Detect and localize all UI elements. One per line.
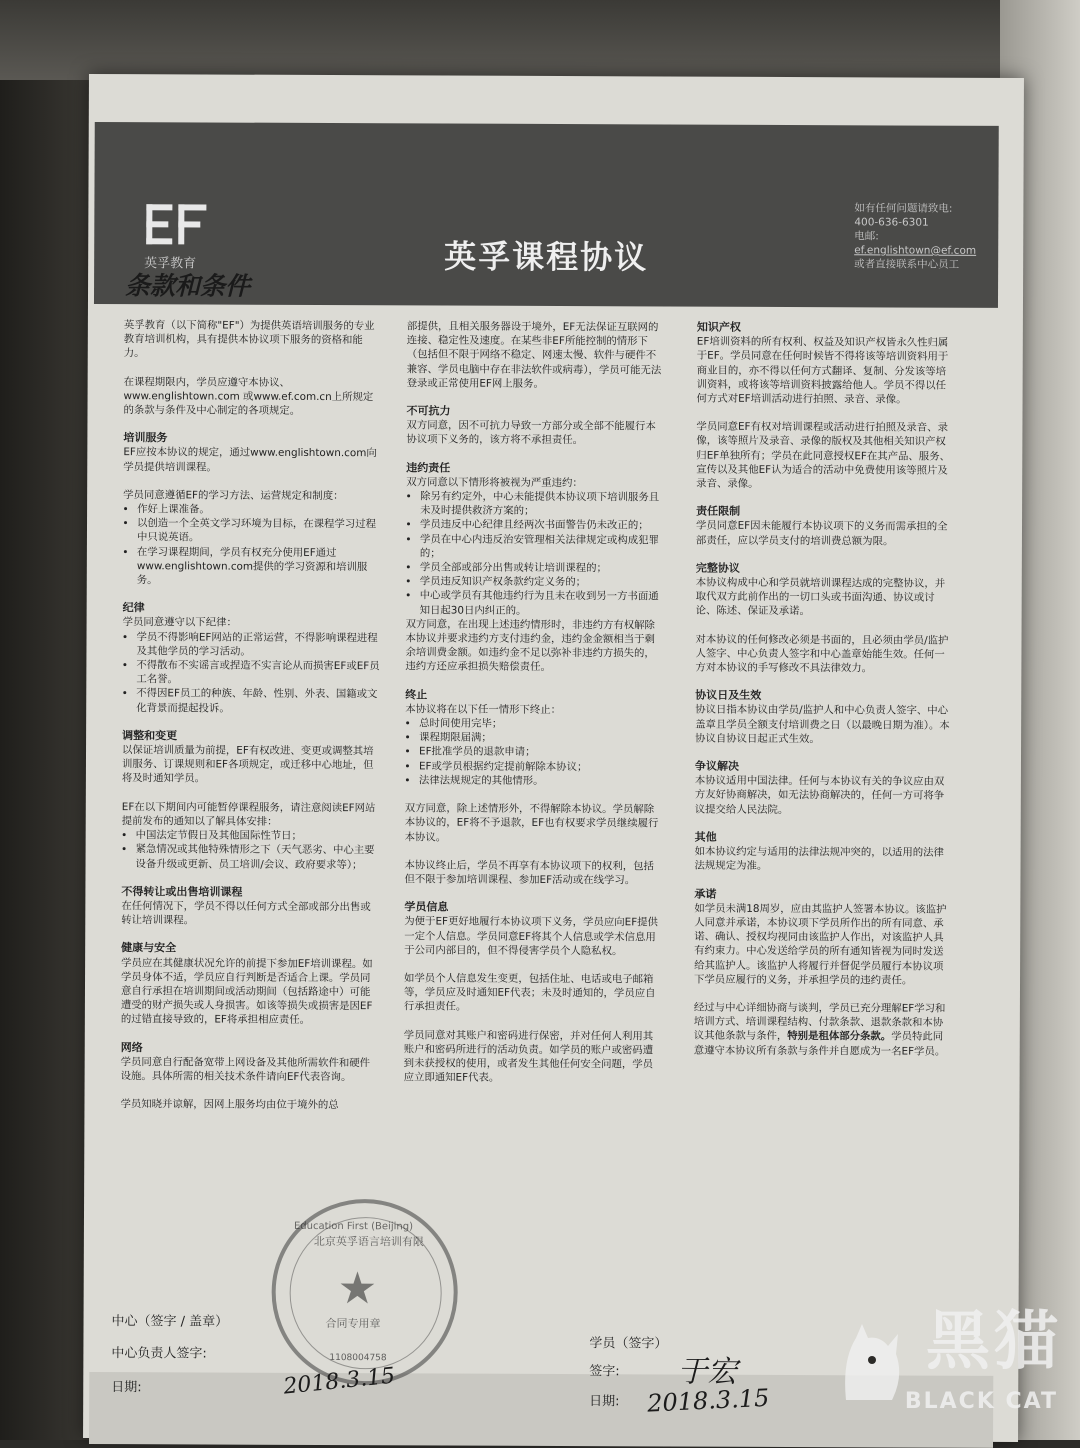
- section-other: [694, 831, 952, 875]
- section-heading: 不可抗力: [406, 404, 451, 418]
- center-date-label: 日期:: [111, 1380, 142, 1396]
- contact-info: [854, 201, 998, 272]
- section-effective-date: [695, 689, 953, 747]
- paragraph: 双方同意以下情形将被视为严重违约：: [406, 476, 583, 489]
- student-date-label: 日期:: [589, 1394, 620, 1410]
- paragraph: 英孚教育（以下简称"EF"）为提供英语培训服务的专业教育培训机构，具有提供本协议项下服务的资格和能力。: [123, 319, 375, 360]
- paragraph: 学员同意EF有权对培训课程或活动进行拍照及录音、录像，该等照片及录音、录像的版权及其他相关知识产权归EF单独所有；学员在此同意授权EF在其产品、服务、宣传以及其他EF认为适合的活动中免费使用该等照片及录音、录像。: [696, 420, 951, 490]
- list-item: • 除另有约定外，中心未能提供本协议项下培训服务且未及时提供救济方案的；: [420, 489, 664, 518]
- student-signature-label: 学员（签字）: [589, 1336, 668, 1352]
- section-ip: [696, 321, 955, 492]
- paragraph: 如学员未满18周岁，应由其监护人签署本协议。该监护人同意并承诺，本协议项下学员所作出的所有同意、承诺、确认、授权均视同由该监护人作出，对该监护人具有约束力。中心发送给学员的所有通知皆视为同时发送给其监护人。该监护人将履行并督促学员履行本协议项下学员应履行的义务，并承担学员的违约责任。: [694, 902, 947, 987]
- terms-column-3: [694, 321, 955, 1073]
- paragraph: EF培训资料的所有权利、权益及知识产权皆永久性归属于EF。学员同意在任何时候皆不得将该等培训资料用于商业目的，亦不得以任何方式翻译、复制、分发该等培训资料，或将该等培训资料披露给他人。学员不得以任何方式对EF培训活动进行拍照、录音、录像。: [696, 335, 949, 406]
- paragraph: 如本协议约定与适用的法律法规冲突的，以适用的法律法规规定为准。: [694, 845, 944, 873]
- section-liability-limit: [696, 505, 954, 549]
- bullet-list: [406, 489, 665, 618]
- section-heading: 调整和变更: [122, 728, 178, 743]
- list-item: • 学员不得影响EF网站的正常运营，不得影响课程进程及其他学员的学习活动。: [136, 630, 380, 659]
- seal-center-text: 合同专用章: [325, 1317, 381, 1331]
- section-force-majeure: [406, 404, 664, 448]
- seal-star-icon: ★: [337, 1263, 378, 1315]
- section-heading: 完整协议: [695, 561, 740, 575]
- paragraph: 学员知晓并谅解，因网上服务均由位于境外的总: [120, 1098, 339, 1112]
- list-item: • 不得散布不实谣言或捏造不实言论从而损害EF或EF员工名誉。: [136, 658, 380, 687]
- section-heading: 其他: [694, 830, 717, 844]
- section-heading: 学员信息: [404, 900, 449, 914]
- section-heading: 健康与安全: [121, 941, 177, 955]
- section-heading: 协议日及生效: [695, 688, 762, 703]
- section-heading: 违约责任: [406, 460, 451, 475]
- section-entire-agreement: [695, 561, 953, 676]
- section-heading: 培训服务: [123, 431, 168, 445]
- section-heading: 终止: [405, 688, 428, 702]
- paragraph: 对本协议的任何修改必须是书面的，且必须由学员/监护人签字、中心负责人签字和中心盖章始能生效。任何一方对本协议的手写修改不具法律效力。: [695, 633, 949, 675]
- terms-column-1: [120, 318, 382, 1126]
- bullet-list: [122, 828, 380, 872]
- paragraph: 协议日指本协议由学员/监护人和中心负责人签字、中心盖章且学员全额支付培训费之日（以最晚日期为准）。本协议自协议日起正式生效。: [695, 704, 950, 746]
- bullet-list: [123, 502, 381, 588]
- student-sign-label: 签字:: [589, 1364, 620, 1380]
- section-heading: 知识产权: [696, 320, 741, 334]
- contact-phone: 400-636-6301: [854, 216, 929, 229]
- paragraph: 双方同意，在出现上述违约情形时，非违约方有权解除本协议并要求违约方支付违约金，违约金金额相当于剩余培训费金额。如违约金不足以弥补非违约方损失的，违约方还应承担损失赔偿责任。: [405, 618, 655, 674]
- company-seal: [271, 1199, 458, 1386]
- section-network: [120, 1041, 378, 1113]
- list-item: • 作好上课准备。: [137, 502, 381, 517]
- paragraph: 本协议构成中心和学员就培训课程达成的完整协议，并取代双方此前作出的一切口头或书面沟通、协议或讨论、陈述、保证及承诺。: [695, 576, 946, 618]
- paragraph: 学员同意EF因未能履行本协议项下的义务而需承担的全部责任，应以学员支付的培训费总额为限。: [695, 520, 948, 548]
- paragraph: EF在以下期间内可能暂停课程服务，请注意阅读EF网站提前发布的通知以了解具体安排：: [121, 800, 376, 828]
- section-breach: [405, 461, 664, 675]
- paragraph: 部提供，且相关服务器设于境外，EF无法保证互联网的连接、稳定性及速度。在某些非EF所能控制的情形下（包括但不限于网络不稳定、网速太慢、软件与硬件不兼容、学员电脑中存在非法软件或病毒），学员可能无法登录或正常使用EF网上服务。: [406, 320, 662, 390]
- list-item: • 学员在中心内违反治安管理相关法律规定或构成犯罪的；: [420, 532, 664, 561]
- handwritten-date-right: 2018.3.15: [646, 1383, 770, 1418]
- agreement-paper: [83, 74, 1024, 1442]
- list-item: • 不得因EF员工的种族、年龄、性别、外表、国籍或文化背景而提起投诉。: [136, 687, 380, 716]
- section-heading: 承诺: [694, 887, 717, 901]
- paragraph: 双方同意，除上述情形外，不得解除本协议。学员解除本协议的，EF将不予退款，EF也有权要求学员继续履行本协议。: [404, 802, 659, 844]
- list-item: • 总时间使用完毕；: [419, 716, 663, 731]
- list-item: • 以创造一个全英文学习环境为目标，在课程学习过程中只说英语。: [137, 516, 381, 545]
- terms-title: 条款和条件: [124, 271, 251, 301]
- section-heading: 不得转让或出售培训课程: [121, 884, 243, 899]
- paragraph: EF应按本协议的规定，通过www.englishtown.com向学员提供培训课程。: [123, 446, 377, 474]
- list-item: • 中心或学员有其他违约行为且未在收到另一方书面通知日起30日内纠正的。: [420, 589, 664, 618]
- desk-background-top: [0, 0, 1080, 80]
- handwritten-signature: 于宏: [677, 1354, 738, 1390]
- emphasis-text: 特别是租体部分条款。: [787, 1030, 892, 1043]
- center-head-signature-label: 中心负责人签字:: [111, 1346, 207, 1362]
- contact-line: 如有任何问题请致电:: [854, 202, 953, 215]
- seal-cn-text: 北京英孚语言培训有限: [313, 1234, 424, 1249]
- list-item: • 中国法定节假日及其他国际性节日；: [136, 828, 380, 843]
- section-heading: 网络: [120, 1040, 143, 1054]
- seal-ring-text: Education First (Beijing): [293, 1220, 414, 1233]
- paragraph: 在课程期限内，学员应遵守本协议、www.englishtown.com 或www.ef.com.cn上所规定的条款与条件及中心制定的各项规定。: [123, 375, 374, 417]
- list-item: • 学员违反中心纪律且经两次书面警告仍未改正的；: [420, 518, 664, 533]
- terms-column-2: [404, 319, 665, 1099]
- paragraph: 本协议将在以下任一情形下终止：: [405, 703, 562, 716]
- paragraph: 本协议终止后，学员不再享有本协议项下的权利，包括但不限于参加培训课程、参加EF活动或在线学习。: [404, 859, 654, 887]
- desk-background: [0, 0, 92, 1440]
- paragraph: 学员同意对其账户和密码进行保密，并对任何人利用其账户和密码所进行的活动负责。如学员的账户或密码遭到未获授权的使用，或者发生其他任何安全问题，学员应立即通知EF代表。: [403, 1028, 654, 1084]
- paragraph: 经过与中心详细协商与谈判，学员已充分理解EF学习和培训方式、培训课程结构、付款条款、退款条款和本协议其他条款与条件，特别是租体部分条款。学员特此同意遵守本协议所有条款与条件并自愿成为一名EF学员。: [693, 1001, 946, 1058]
- section-heading: 责任限制: [696, 504, 741, 519]
- section-heading: 纪律: [122, 601, 145, 615]
- list-item: • 课程期限届满；: [419, 731, 663, 746]
- paragraph: 在任何情况下，学员不得以任何方式全部或部分出售或转让培训课程。: [121, 900, 371, 927]
- bullet-list: [405, 716, 663, 788]
- section-heading: 争议解决: [694, 759, 739, 773]
- section-termination: [404, 688, 663, 888]
- list-item: • 法律法规规定的其他情形。: [419, 773, 663, 788]
- bullet-list: [122, 630, 380, 716]
- document-title: 英孚课程协议: [444, 237, 649, 277]
- section-no-transfer: [121, 885, 379, 929]
- section-adjustment: [122, 729, 381, 872]
- black-cat-logo-icon: [836, 1320, 906, 1406]
- section-dispute: [695, 760, 953, 818]
- paragraph: 本协议适用中国法律。任何与本协议有关的争议应由双方友好协商解决，如无法协商解决的，任何一方可将争议提交给人民法院。: [694, 774, 945, 816]
- list-item: • 学员违反知识产权条款约定义务的；: [420, 575, 664, 590]
- section-student-info: [404, 900, 663, 1085]
- seal-number: 1108004758: [329, 1353, 387, 1364]
- list-item: • 在学习课程期间，学员有权充分使用EF通过www.englishtown.com提供的学习资源和培训服务。: [137, 545, 381, 589]
- paragraph: 以保证培训质量为前提，EF有权改进、变更或调整其培训服务、订课规则和EF各项规定，或迁移中心地址，但将及时通知学员。: [121, 744, 374, 785]
- ef-logo-subtitle: 英孚教育: [144, 256, 197, 272]
- paragraph: 如学员个人信息发生变更，包括住址、电话或电子邮箱等，学员应及时通知EF代表；未及时通知的，学员应自行承担责任。: [403, 972, 656, 1013]
- section-training-service: [123, 431, 382, 588]
- watermark-en: BLACK CAT: [904, 1389, 1058, 1414]
- paragraph: 为便于EF更好地履行本协议项下义务，学员应向EF提供一定个人信息。学员同意EF将其个人信息或学术信息用于公司内部目的，但不得侵害学员个人隐私权。: [404, 915, 658, 958]
- paragraph: 双方同意，因不可抗力导致一方部分或全部不能履行本协议项下义务的，该方将不承担责任。: [406, 419, 656, 447]
- paragraph: 学员同意遵循EF的学习方法、运营规定和制度：: [123, 488, 344, 502]
- paragraph: 学员同意遵守以下纪律：: [122, 616, 237, 630]
- list-item: • 紧急情况或其他特殊情形之下（天气恶劣、中心主要设备升级或更新、员工培训/会议、政府要求等）；: [136, 842, 380, 871]
- contact-email-label: 电邮:: [854, 230, 879, 243]
- contact-email: ef.englishtown@ef.com: [854, 244, 977, 257]
- center-signature-label: 中心（签字 / 盖章）: [111, 1314, 229, 1330]
- paragraph: 学员应在其健康状况允许的前提下参加EF培训课程。如学员身体不适，学员应自行判断是否适合上课。学员同意自行承担在培训期间或活动期间（包括路途中）可能遭受的财产损失或人身损害。如该等损失或损害是因EF的过错直接导致的，EF将承担相应责任。: [120, 956, 373, 1027]
- handwritten-date-left: 2018.3.15: [282, 1363, 397, 1400]
- paragraph: 学员同意自行配备宽带上网设备及其他所需软件和硬件设施。具体所需的相关技术条件请向EF代表咨询。: [120, 1055, 371, 1084]
- section-health-safety: [121, 941, 379, 1027]
- contact-line: 或者直接联系中心员工: [854, 258, 960, 271]
- list-item: • 学员全部或部分出售或转让培训课程的；: [420, 560, 664, 575]
- section-discipline: [122, 601, 380, 716]
- list-item: • EF批准学员的退款申请；: [419, 745, 663, 760]
- list-item: • EF或学员根据约定提前解除本协议；: [419, 759, 663, 774]
- watermark-cn: 黑猫: [926, 1305, 1062, 1379]
- section-commitment: [694, 887, 953, 1058]
- contact-email-row: [854, 229, 998, 258]
